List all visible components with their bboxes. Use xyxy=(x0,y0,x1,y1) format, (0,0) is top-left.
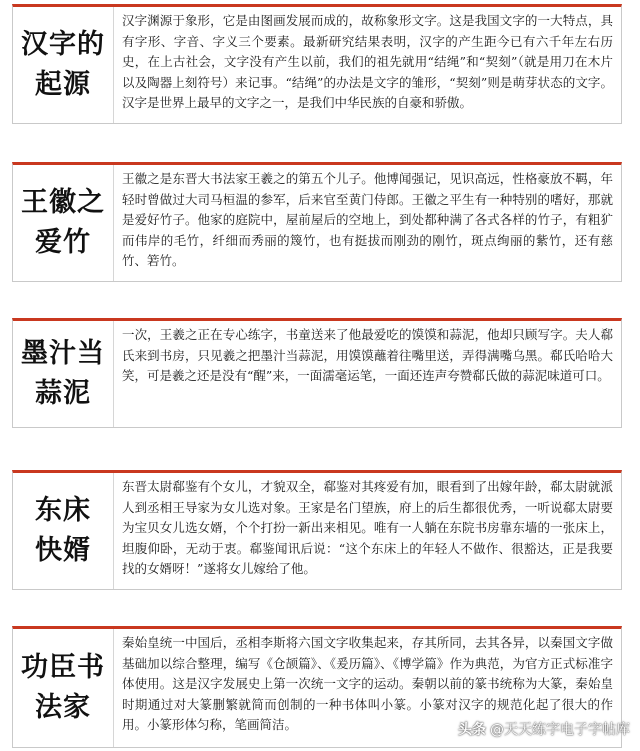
section-title xyxy=(13,165,114,281)
section-title-line: 汉字的 xyxy=(21,29,105,60)
watermark-logo: 头条 xyxy=(458,722,486,738)
section-card xyxy=(12,4,622,124)
section-title-line: 快婿 xyxy=(35,535,91,566)
section-body: 王徽之是东晋大书法家王羲之的第五个儿子。他博闻强记，见识高远，性格豪放不羁，年轻时曾做过大司马桓温的参军，后来官至黄门侍郎。王徽之平生有一种特别的嗜好，那就是爱好竹子。他家的庭院中，屋前屋后的空地上，到处都种满了各式各样的竹子，有粗犷而伟岸的毛竹，纤细而秀丽的篾竹，也有挺拔而刚劲的刚竹，斑点绚丽的紫竹，还有慈竹、箬竹。 xyxy=(122,171,613,268)
section-title xyxy=(13,473,114,589)
section-title-line: 墨汁当 xyxy=(21,338,105,369)
section-body: 秦始皇统一中国后，丞相李斯将六国文字收集起来，存其所同，去其各异，以秦国文字做基础加以综合整理，编写《仓颉篇》、《爰历篇》、《博学篇》作为典范，为官方正式标准字体使用。这是汉字发展史上第一次统一文字的运动。秦朝以前的篆书统称为大篆，秦始皇时期通过对大篆删繁就简而创制的一种书体叫小篆。小篆对汉字的规范化起了很大的作用。小篆形体匀称，笔画简洁。 xyxy=(122,635,613,732)
section-title-line: 王徽之 xyxy=(21,187,105,218)
section-card xyxy=(12,318,622,428)
watermark-text: @天天练字电子字帖库 xyxy=(490,722,630,738)
section-title-line: 法家 xyxy=(35,692,91,723)
section-title-line: 蒜泥 xyxy=(35,378,91,409)
section-card xyxy=(12,162,622,282)
section-title-line: 起源 xyxy=(35,69,91,100)
watermark xyxy=(458,719,630,739)
section-title xyxy=(13,629,114,747)
section-title-line: 爱竹 xyxy=(35,227,91,258)
section-body: 东晋太尉郗鉴有个女儿，才貌双全，郗鉴对其疼爱有加，眼看到了出嫁年龄，郗太尉就派人到丞相王导家为女儿选对象。王家是名门望族，府上的后生都很优秀，一听说郗太尉要为宝贝女儿选女婿，个个打扮一新出来相见。唯有一人躺在东院书房靠东墙的一张床上，坦腹仰卧，无动于衷。郗鉴闻讯后说：“这个东床上的年轻人不做作、很豁达，正是我要找的女婿呀！”遂将女儿嫁给了他。 xyxy=(122,479,613,576)
section-body: 汉字渊源于象形，它是由图画发展而成的，故称象形文字。这是我国文字的一大特点，具有字形、字音、字义三个要素。最新研究结果表明，汉字的产生距今已有六千年左右历史，在上古社会，文字没有产生以前，我们的祖先就用“结绳”和“契刻”（就是用刀在木片以及陶器上刻符号）来记事。“结绳”的办法是文字的雏形，“契刻”则是萌芽状态的文字。汉字是世界上最早的文字之一，是我们中华民族的自豪和骄傲。 xyxy=(122,13,613,110)
section-title-line: 东床 xyxy=(35,495,91,526)
section-title xyxy=(13,321,114,427)
section-body: 一次，王羲之正在专心练字，书童送来了他最爱吃的馍馍和蒜泥，他却只顾写字。夫人郗氏来到书房，只见羲之把墨汁当蒜泥，用馍馍蘸着往嘴里送，弄得满嘴乌黑。郗氏哈哈大笑，可是羲之还是没有“醒”来，一面濡毫运笔，一面还连声夸赞郗氏做的蒜泥味道可口。 xyxy=(122,327,613,383)
section-title xyxy=(13,7,114,123)
section-title-line: 功臣书 xyxy=(21,652,105,683)
section-card xyxy=(12,470,622,590)
